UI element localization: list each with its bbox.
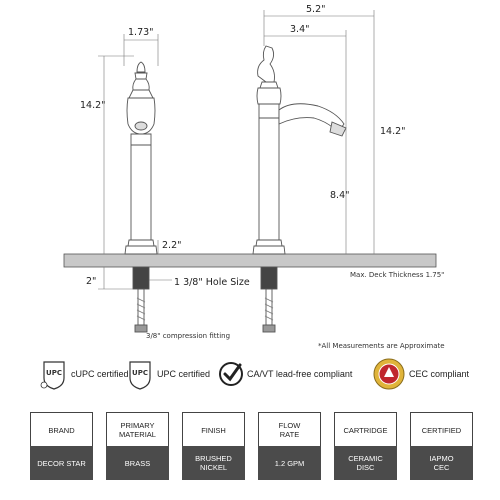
cert-label: CEC compliant [409, 369, 470, 379]
measurement-note: *All Measurements are Approximate [318, 342, 445, 350]
dim-handle-reach: 3.4" [290, 24, 310, 35]
cert-upc [126, 356, 210, 392]
spec-value: IAPMO CEC [410, 446, 473, 480]
spec-cards [30, 412, 475, 480]
dim-base-width: 2.2" [162, 240, 182, 251]
cert-cec [372, 356, 469, 392]
spec-card-brand [30, 412, 93, 480]
spec-value: BRUSHED NICKEL [182, 446, 245, 480]
dim-total-width: 5.2" [306, 4, 326, 15]
dim-spout-height: 8.4" [330, 190, 350, 201]
upc-logo-text: UPC [132, 369, 148, 377]
faucet-front-view [125, 62, 157, 332]
dim-below-deck: 2" [86, 276, 97, 287]
countertop-deck [64, 254, 436, 267]
cert-label: CA/VT lead-free compliant [247, 369, 353, 379]
spec-value: CERAMIC DISC [334, 446, 397, 480]
spec-value: BRASS [106, 446, 169, 480]
spec-label: CARTRIDGE [334, 412, 397, 448]
max-deck-label: Max. Deck Thickness 1.75" [350, 271, 445, 279]
cupc-logo-text: UPC [46, 369, 62, 377]
spec-value: 1.2 GPM [258, 446, 321, 480]
spec-card-material [106, 412, 169, 480]
spec-card-cartridge [334, 412, 397, 480]
fitting-label: 3/8" compression fitting [146, 332, 231, 340]
spec-card-certified [410, 412, 473, 480]
cec-seal-icon [372, 357, 406, 391]
check-circle-icon [218, 361, 244, 387]
spec-label: FINISH [182, 412, 245, 448]
spec-label: FLOW RATE [258, 412, 321, 448]
spec-label: CERTIFIED [410, 412, 473, 448]
cert-cupc [40, 356, 129, 392]
spec-card-flow-rate [258, 412, 321, 480]
dim-top-width: 1.73" [128, 27, 154, 38]
cert-label: UPC certified [157, 369, 211, 379]
spec-card-finish [182, 412, 245, 480]
certifications-row [0, 356, 500, 392]
hole-size-label: 1 3/8" Hole Size [174, 277, 250, 288]
cert-label: cUPC certified [71, 369, 129, 379]
spec-label: PRIMARY MATERIAL [106, 412, 169, 448]
upc-logo-icon [126, 358, 154, 390]
dim-height-left: 14.2" [80, 100, 106, 111]
dim-height-right: 14.2" [380, 126, 406, 137]
spec-value: DECOR STAR [30, 446, 93, 480]
spec-label: BRAND [30, 412, 93, 448]
faucet-side-view [253, 46, 346, 332]
cupc-logo-icon [40, 358, 68, 390]
cert-lead-free [218, 356, 352, 392]
